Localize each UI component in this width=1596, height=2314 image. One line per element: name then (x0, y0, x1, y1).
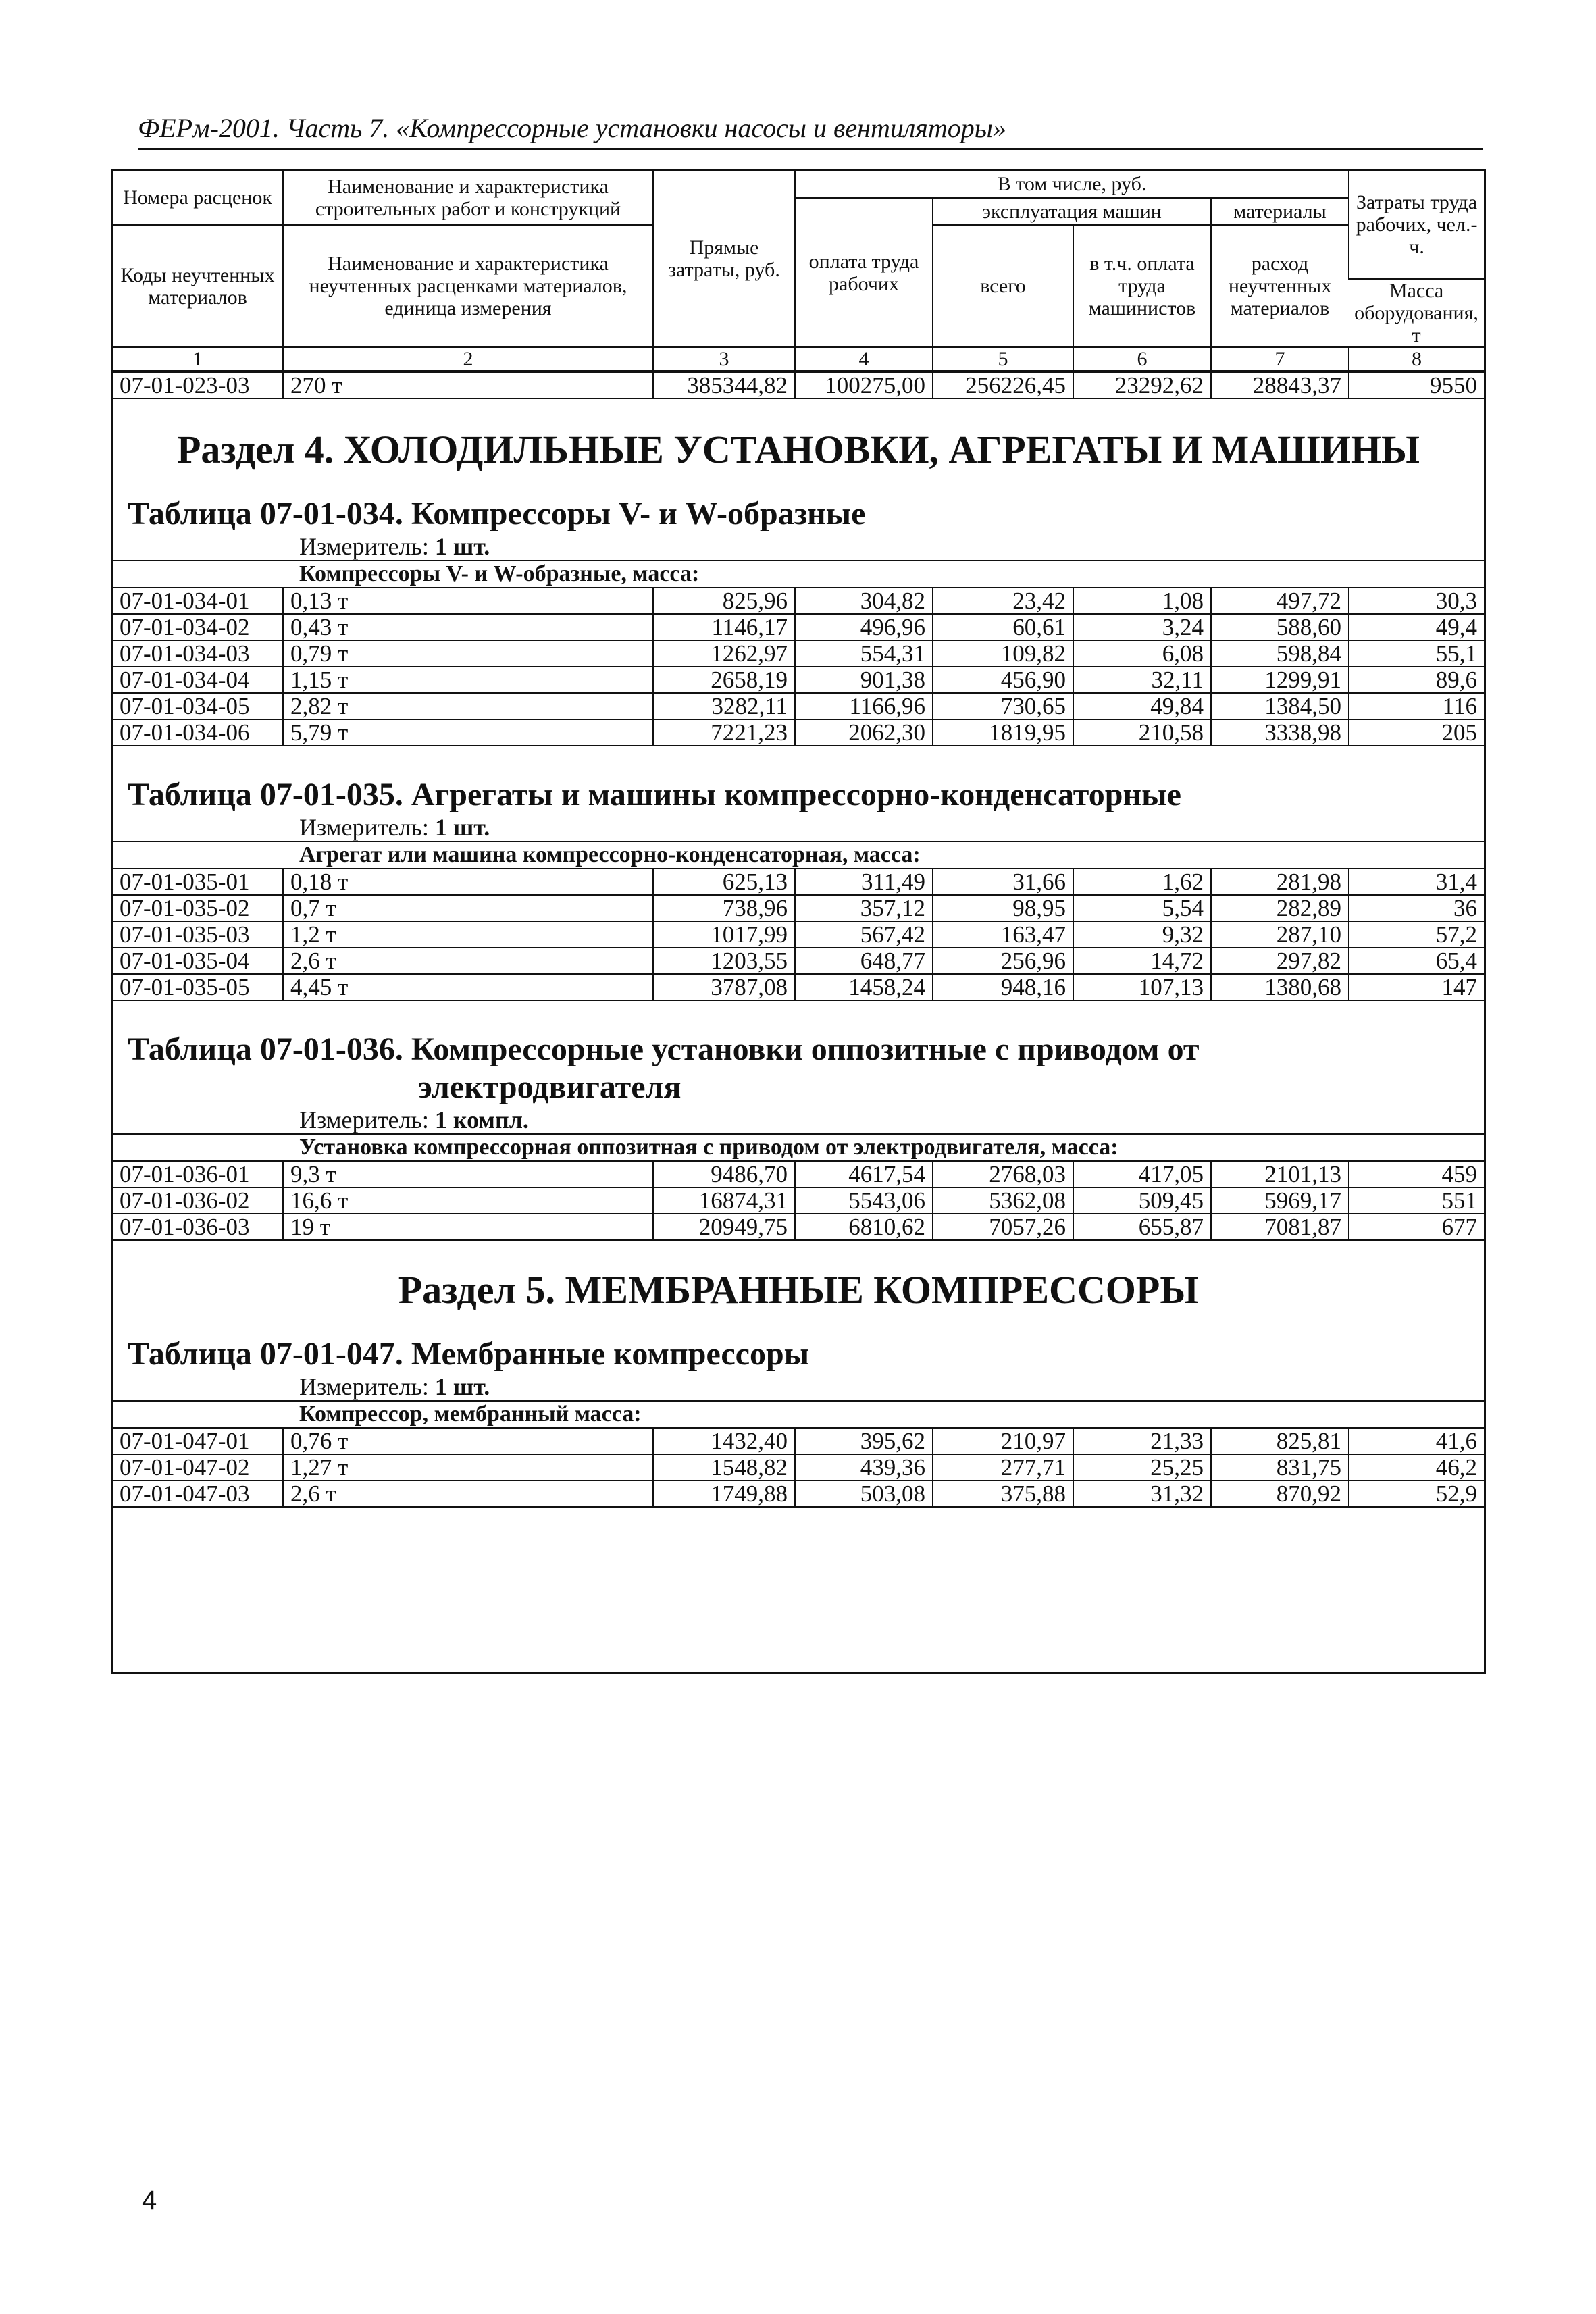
cell-operator-wages: 509,45 (1073, 1187, 1211, 1214)
cell-materials-cost: 282,89 (1211, 895, 1349, 921)
section (113, 399, 1484, 1241)
rates-table (113, 588, 1484, 746)
page-header: ФЕРм-2001. Часть 7. «Компрессорные установки насосы и вентиляторы» (138, 112, 1483, 150)
header-operator-wages: в т.ч. оплата труда машинистов (1073, 225, 1211, 347)
cell-rate-code: 07-01-034-01 (113, 588, 283, 614)
cell-item-name: 1,27 т (283, 1454, 653, 1481)
cell-rate-code: 07-01-035-02 (113, 895, 283, 921)
cell-machines-total: 277,71 (933, 1454, 1073, 1481)
cell-machines-total: 5362,08 (933, 1187, 1073, 1214)
header-worker-wages: оплата труда рабочих (795, 198, 933, 347)
cell-direct-costs: 3282,11 (653, 693, 795, 719)
cell-operator-wages: 1,62 (1073, 869, 1211, 895)
cell-rate-code: 07-01-047-02 (113, 1454, 283, 1481)
table-row (113, 640, 1484, 667)
cell-worker-wages: 567,42 (795, 921, 933, 948)
rates-table (113, 869, 1484, 1001)
sections-container (113, 399, 1484, 1508)
cell-worker-wages: 1458,24 (795, 974, 933, 1000)
cell-materials-cost: 1384,50 (1211, 693, 1349, 719)
table-row (113, 1481, 1484, 1507)
price-table (113, 1314, 1484, 1508)
cell-direct-costs: 7221,23 (653, 719, 795, 746)
cell-materials-cost: 870,92 (1211, 1481, 1349, 1507)
cell-rate-code: 07-01-035-01 (113, 869, 283, 895)
cell-worker-wages: 100275,00 (795, 372, 933, 398)
cell-labor-costs: 55,1 (1349, 640, 1484, 667)
cell-operator-wages: 21,33 (1073, 1429, 1211, 1454)
cell-machines-total: 98,95 (933, 895, 1073, 921)
cell-materials-cost: 7081,87 (1211, 1214, 1349, 1240)
cell-materials-cost: 281,98 (1211, 869, 1349, 895)
cell-worker-wages: 311,49 (795, 869, 933, 895)
table-row (113, 1429, 1484, 1454)
cell-operator-wages: 49,84 (1073, 693, 1211, 719)
cell-rate-code: 07-01-034-03 (113, 640, 283, 667)
header-material-name: Наименование и характеристика неучтенных расценками материалов, единица измерения (283, 225, 653, 347)
header-machines-total: всего (933, 225, 1073, 347)
column-number: 8 (1349, 347, 1484, 371)
cell-direct-costs: 1146,17 (653, 614, 795, 640)
cell-item-name: 19 т (283, 1214, 653, 1240)
cell-machines-total: 1819,95 (933, 719, 1073, 746)
table-title-continuation: электродвигателя (418, 1069, 681, 1105)
table-title (128, 1335, 1484, 1373)
cell-direct-costs: 385344,82 (653, 372, 795, 398)
group-heading (113, 841, 1484, 869)
cell-item-name: 0,7 т (283, 895, 653, 921)
cell-materials-cost: 3338,98 (1211, 719, 1349, 746)
cell-item-name: 2,6 т (283, 1481, 653, 1507)
cell-direct-costs: 1749,88 (653, 1481, 795, 1507)
cell-materials-cost: 297,82 (1211, 948, 1349, 974)
cell-machines-total: 7057,26 (933, 1214, 1073, 1240)
cell-rate-code: 07-01-035-03 (113, 921, 283, 948)
column-number: 2 (283, 347, 653, 371)
cell-machines-total: 256226,45 (933, 372, 1073, 398)
unit-of-measure (299, 1106, 1484, 1133)
table-row (113, 719, 1484, 746)
table-row (113, 895, 1484, 921)
cell-labor-costs: 116 (1349, 693, 1484, 719)
group-heading (113, 1400, 1484, 1429)
cell-operator-wages: 25,25 (1073, 1454, 1211, 1481)
table-row (113, 588, 1484, 614)
cell-item-name: 4,45 т (283, 974, 653, 1000)
cell-machines-total: 60,61 (933, 614, 1073, 640)
column-number: 1 (113, 347, 283, 371)
cell-machines-total: 2768,03 (933, 1162, 1073, 1187)
cell-item-name: 1,2 т (283, 921, 653, 948)
cell-materials-cost: 5969,17 (1211, 1187, 1349, 1214)
cell-machines-total: 109,82 (933, 640, 1073, 667)
header-rate-numbers: Номера расценок (113, 171, 283, 225)
cell-direct-costs: 3787,08 (653, 974, 795, 1000)
cell-labor-costs: 89,6 (1349, 667, 1484, 693)
table-title-text: Таблица 07-01-036. Компрессорные установки оппозитные с приводом от (128, 1031, 1200, 1067)
unit-label: Измеритель: (299, 1106, 429, 1133)
cell-rate-code: 07-01-034-05 (113, 693, 283, 719)
unit-value: 1 шт. (434, 814, 490, 841)
header-equipment-mass: Масса оборудования, т (1349, 279, 1484, 347)
table-title (128, 1031, 1484, 1106)
cell-machines-total: 375,88 (933, 1481, 1073, 1507)
cell-rate-code: 07-01-047-03 (113, 1481, 283, 1507)
cell-labor-costs: 36 (1349, 895, 1484, 921)
unit-of-measure (299, 533, 1484, 560)
table-row (113, 948, 1484, 974)
unit-of-measure (299, 814, 1484, 841)
cell-worker-wages: 304,82 (795, 588, 933, 614)
cell-direct-costs: 9486,70 (653, 1162, 795, 1187)
cell-materials-cost: 598,84 (1211, 640, 1349, 667)
cell-item-name: 0,18 т (283, 869, 653, 895)
cell-labor-costs: 459 (1349, 1162, 1484, 1187)
cell-item-name: 2,82 т (283, 693, 653, 719)
group-heading-text: Агрегат или машина компрессорно-конденсаторная, масса: (299, 842, 921, 867)
header-labor-costs: Затраты труда рабочих, чел.-ч. (1349, 171, 1484, 279)
cell-labor-costs: 147 (1349, 974, 1484, 1000)
price-table (113, 473, 1484, 746)
cell-machines-total: 163,47 (933, 921, 1073, 948)
rates-table (113, 1429, 1484, 1508)
cell-operator-wages: 107,13 (1073, 974, 1211, 1000)
section-title: Раздел 4. ХОЛОДИЛЬНЫЕ УСТАНОВКИ, АГРЕГАТЫ И МАШИНЫ (177, 428, 1420, 471)
cell-direct-costs: 1262,97 (653, 640, 795, 667)
cell-labor-costs: 9550 (1349, 372, 1484, 398)
group-heading (113, 1133, 1484, 1162)
cell-rate-code: 07-01-036-03 (113, 1214, 283, 1240)
cell-materials-cost: 1299,91 (1211, 667, 1349, 693)
cell-labor-costs: 65,4 (1349, 948, 1484, 974)
header-material-codes: Коды неучтенных материалов (113, 225, 283, 347)
header-machine-operation: эксплуатация машин (933, 198, 1211, 225)
cell-item-name: 5,79 т (283, 719, 653, 746)
cell-labor-costs: 31,4 (1349, 869, 1484, 895)
cell-worker-wages: 901,38 (795, 667, 933, 693)
page-number: 4 (142, 2186, 157, 2215)
unit-label: Измеритель: (299, 814, 429, 841)
cell-item-name: 2,6 т (283, 948, 653, 974)
cell-worker-wages: 439,36 (795, 1454, 933, 1481)
table-title-text: Таблица 07-01-035. Агрегаты и машины компрессорно-конденсаторные (128, 777, 1181, 813)
cell-labor-costs: 551 (1349, 1187, 1484, 1214)
document-frame (111, 169, 1486, 1674)
table-title (128, 776, 1484, 814)
cell-direct-costs: 2658,19 (653, 667, 795, 693)
cell-operator-wages: 655,87 (1073, 1214, 1211, 1240)
column-header (113, 171, 1484, 371)
cell-direct-costs: 825,96 (653, 588, 795, 614)
cell-operator-wages: 210,58 (1073, 719, 1211, 746)
table-row (113, 1454, 1484, 1481)
cell-worker-wages: 395,62 (795, 1429, 933, 1454)
cell-machines-total: 31,66 (933, 869, 1073, 895)
table-row (113, 614, 1484, 640)
table-row (113, 667, 1484, 693)
cell-labor-costs: 57,2 (1349, 921, 1484, 948)
cell-materials-cost: 831,75 (1211, 1454, 1349, 1481)
cell-materials-cost: 825,81 (1211, 1429, 1349, 1454)
cell-direct-costs: 16874,31 (653, 1187, 795, 1214)
header-work-name: Наименование и характеристика строительных работ и конструкций (283, 171, 653, 225)
table-row (113, 1187, 1484, 1214)
cell-rate-code: 07-01-047-01 (113, 1429, 283, 1454)
cell-direct-costs: 1548,82 (653, 1454, 795, 1481)
column-number: 3 (653, 347, 795, 371)
cell-item-name: 270 т (283, 372, 653, 398)
column-number: 4 (795, 347, 933, 371)
cell-operator-wages: 417,05 (1073, 1162, 1211, 1187)
cell-machines-total: 730,65 (933, 693, 1073, 719)
cell-direct-costs: 1432,40 (653, 1429, 795, 1454)
cell-worker-wages: 357,12 (795, 895, 933, 921)
cell-machines-total: 456,90 (933, 667, 1073, 693)
cell-item-name: 1,15 т (283, 667, 653, 693)
cell-labor-costs: 52,9 (1349, 1481, 1484, 1507)
table-title-text: Таблица 07-01-034. Компрессоры V- и W-образные (128, 496, 866, 532)
group-heading-text: Компрессор, мембранный масса: (299, 1402, 642, 1426)
cell-operator-wages: 3,24 (1073, 614, 1211, 640)
cell-direct-costs: 1017,99 (653, 921, 795, 948)
table-title-text: Таблица 07-01-047. Мембранные компрессоры (128, 1336, 810, 1372)
cell-materials-cost: 287,10 (1211, 921, 1349, 948)
table-title (128, 495, 1484, 533)
cell-direct-costs: 1203,55 (653, 948, 795, 974)
cell-materials-cost: 497,72 (1211, 588, 1349, 614)
header-materials: материалы (1211, 198, 1349, 225)
section-title: Раздел 5. МЕМБРАННЫЕ КОМПРЕССОРЫ (398, 1268, 1199, 1312)
cell-item-name: 0,79 т (283, 640, 653, 667)
group-heading-text: Установка компрессорная оппозитная с приводом от электродвигателя, масса: (299, 1135, 1118, 1160)
cell-operator-wages: 23292,62 (1073, 372, 1211, 398)
cell-labor-costs: 677 (1349, 1214, 1484, 1240)
cell-worker-wages: 2062,30 (795, 719, 933, 746)
cell-rate-code: 07-01-036-01 (113, 1162, 283, 1187)
cell-materials-cost: 588,60 (1211, 614, 1349, 640)
unit-value: 1 шт. (434, 1373, 490, 1400)
header-direct-costs: Прямые затраты, руб. (653, 171, 795, 347)
cell-materials-cost: 1380,68 (1211, 974, 1349, 1000)
cell-item-name: 16,6 т (283, 1187, 653, 1214)
section (113, 1241, 1484, 1508)
table-row (113, 1162, 1484, 1187)
cell-materials-cost: 28843,37 (1211, 372, 1349, 398)
price-table (113, 746, 1484, 1001)
cell-item-name: 0,13 т (283, 588, 653, 614)
cell-item-name: 0,43 т (283, 614, 653, 640)
cell-materials-cost: 2101,13 (1211, 1162, 1349, 1187)
cell-labor-costs: 49,4 (1349, 614, 1484, 640)
table-row (113, 974, 1484, 1000)
cell-operator-wages: 5,54 (1073, 895, 1211, 921)
cell-machines-total: 210,97 (933, 1429, 1073, 1454)
table-row (113, 372, 1484, 398)
cell-item-name: 0,76 т (283, 1429, 653, 1454)
cell-operator-wages: 6,08 (1073, 640, 1211, 667)
cell-direct-costs: 625,13 (653, 869, 795, 895)
cell-machines-total: 23,42 (933, 588, 1073, 614)
cell-item-name: 9,3 т (283, 1162, 653, 1187)
cell-operator-wages: 1,08 (1073, 588, 1211, 614)
table-row (113, 1214, 1484, 1240)
cell-worker-wages: 554,31 (795, 640, 933, 667)
header-material-usage: расход неучтенных материалов (1211, 225, 1349, 347)
unit-value: 1 компл. (434, 1106, 529, 1133)
cell-labor-costs: 46,2 (1349, 1454, 1484, 1481)
cell-worker-wages: 5543,06 (795, 1187, 933, 1214)
cell-rate-code: 07-01-035-04 (113, 948, 283, 974)
cell-machines-total: 948,16 (933, 974, 1073, 1000)
column-number: 7 (1211, 347, 1349, 371)
cell-worker-wages: 503,08 (795, 1481, 933, 1507)
cell-labor-costs: 205 (1349, 719, 1484, 746)
group-heading-text: Компрессоры V- и W-образные, масса: (299, 561, 700, 586)
table-row (113, 869, 1484, 895)
cell-worker-wages: 4617,54 (795, 1162, 933, 1187)
cell-operator-wages: 14,72 (1073, 948, 1211, 974)
rates-table (113, 1162, 1484, 1241)
unit-of-measure (299, 1373, 1484, 1400)
cell-rate-code: 07-01-023-03 (113, 372, 283, 398)
unit-label: Измеритель: (299, 533, 429, 560)
header-in-total: В том числе, руб. (795, 171, 1349, 198)
cell-worker-wages: 1166,96 (795, 693, 933, 719)
cell-rate-code: 07-01-035-05 (113, 974, 283, 1000)
cell-rate-code: 07-01-034-06 (113, 719, 283, 746)
cell-operator-wages: 31,32 (1073, 1481, 1211, 1507)
unit-label: Измеритель: (299, 1373, 429, 1400)
cell-direct-costs: 20949,75 (653, 1214, 795, 1240)
cell-worker-wages: 496,96 (795, 614, 933, 640)
cell-rate-code: 07-01-034-02 (113, 614, 283, 640)
cell-rate-code: 07-01-034-04 (113, 667, 283, 693)
column-number: 5 (933, 347, 1073, 371)
cell-rate-code: 07-01-036-02 (113, 1187, 283, 1214)
table-row (113, 921, 1484, 948)
table-row (113, 693, 1484, 719)
cell-operator-wages: 9,32 (1073, 921, 1211, 948)
group-heading (113, 560, 1484, 588)
price-table (113, 1001, 1484, 1241)
unit-value: 1 шт. (434, 533, 490, 560)
cell-operator-wages: 32,11 (1073, 667, 1211, 693)
cell-machines-total: 256,96 (933, 948, 1073, 974)
column-number: 6 (1073, 347, 1211, 371)
cell-labor-costs: 30,3 (1349, 588, 1484, 614)
cell-worker-wages: 648,77 (795, 948, 933, 974)
cell-direct-costs: 738,96 (653, 895, 795, 921)
top-row-table (113, 371, 1484, 399)
cell-worker-wages: 6810,62 (795, 1214, 933, 1240)
cell-labor-costs: 41,6 (1349, 1429, 1484, 1454)
